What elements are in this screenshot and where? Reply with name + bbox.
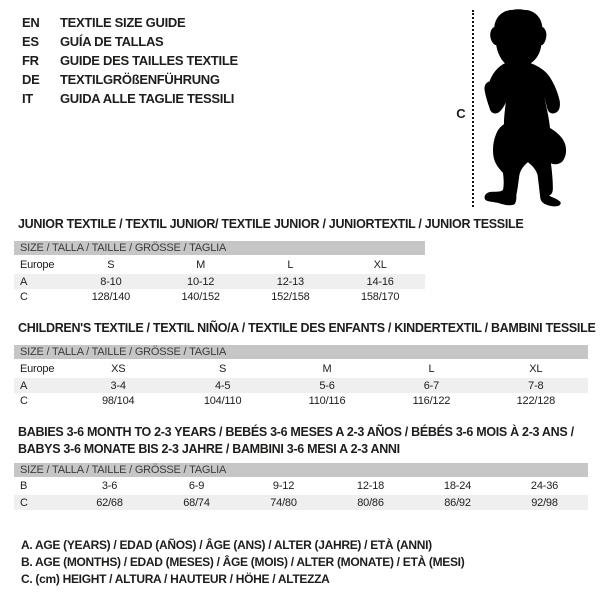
size-cell: 18-24 [443,480,472,492]
row-label: C [20,496,28,509]
size-cell: 6-9 [188,480,205,492]
size-cell: 92/98 [531,496,558,509]
lang-code: IT [22,91,33,106]
size-cell: 110/116 [308,395,346,407]
babies-title-line2: BABYS 3-6 MONATE BIS 2-3 JAHRE / BAMBINI 3-6 MESI A 2-3 ANNI [18,442,400,456]
size-cell: 98/104 [101,395,135,407]
children-table-title: CHILDREN'S TEXTILE / TEXTIL NIÑO/A / TEXTILE DES ENFANTS / KINDERTEXTIL / BAMBINI TESSILE [18,321,596,335]
lang-label: TEXTILGRÖßENFÜHRUNG [60,72,220,87]
size-cell: 24-36 [530,480,559,492]
size-header-bar: SIZE / TALLA / TAILLE / GRÖSSE / TAGLIA [14,241,425,255]
size-cell: 152/158 [271,291,310,303]
size-cell: 128/140 [91,291,131,303]
size-cell: S [219,362,227,375]
size-cell: 3-4 [110,379,126,392]
lang-row-es [22,32,238,51]
row-label: Europe [20,258,55,271]
lang-code: EN [22,15,40,30]
table-row-height [14,495,588,510]
size-cell: 140/152 [181,291,220,303]
size-header-bar: SIZE / TALLA / TAILLE / GRÖSSE / TAGLIA [14,463,588,477]
row-label: Europe [20,362,55,375]
lang-label: GUÍA DE TALLAS [60,34,164,49]
size-cell: 86/92 [444,496,471,509]
table-row-height [14,289,425,305]
baby-silhouette-icon [478,8,574,208]
junior-table [14,241,425,305]
table-row-europe [14,359,588,378]
size-cell: 14-16 [366,275,394,288]
size-cell: M [196,258,206,271]
size-cell: M [322,362,332,375]
table-row-europe [14,255,425,274]
size-cell: 68/74 [183,496,210,509]
size-cell: 12-13 [276,275,304,288]
size-cell: 8-10 [100,275,122,288]
size-cell: 3-6 [101,480,118,492]
lang-code: ES [22,34,39,49]
lang-label: GUIDA ALLE TAGLIE TESSILI [60,91,235,106]
note-age-months: B. AGE (MONTHS) / EDAD (MESES) / ÂGE (MOIS) / ALTER (MONATE) / ETÀ (MESI) [21,555,465,569]
size-cell: 116/122 [412,395,451,407]
babies-table-title [18,424,574,458]
row-label: A [20,379,28,392]
babies-table [14,463,588,510]
size-cell: 104/110 [203,395,242,407]
row-label: A [20,275,28,288]
size-cell: 12-18 [356,480,385,492]
size-cell: 4-5 [214,379,231,392]
note-height-cm: C. (cm) HEIGHT / ALTURA / HAUTEUR / HÖHE / ALTEZZA [21,572,330,586]
lang-code: DE [22,72,40,87]
lang-label: GUIDE DES TAILLES TEXTILE [60,53,238,68]
legend-notes [21,537,464,588]
size-cell: 5-6 [319,379,335,392]
size-header-bar: SIZE / TALLA / TAILLE / GRÖSSE / TAGLIA [14,345,588,359]
table-row-age [14,378,588,393]
size-cell: 158/170 [360,291,400,303]
table-row-height [14,393,588,409]
size-cell: XS [111,362,126,375]
lang-label: TEXTILE SIZE GUIDE [60,15,186,30]
table-row-age-months [14,477,588,495]
lang-row-fr [22,51,238,70]
size-cell: 10-12 [187,275,215,288]
lang-code: FR [22,53,39,68]
lang-row-de [22,70,238,89]
size-cell: L [287,258,294,271]
lang-row-it [22,89,238,108]
row-label: C [20,395,28,407]
size-cell: 9-12 [272,480,295,492]
size-cell: 7-8 [528,379,544,392]
height-dotted-line [472,10,474,207]
note-age-years: A. AGE (YEARS) / EDAD (AÑOS) / ÂGE (ANS) / ALTER (JAHRE) / ETÀ (ANNI) [21,538,432,552]
size-cell: 122/128 [516,395,556,407]
children-table [14,345,588,409]
size-cell: 62/68 [96,496,123,509]
table-row-age [14,274,425,289]
babies-title-line1: BABIES 3-6 MONTH TO 2-3 YEARS / BEBÉS 3-6 MESES A 2-3 AÑOS / BÉBÉS 3-6 MOIS À 2-3 ANS / [18,425,574,439]
size-cell: 74/80 [270,496,297,509]
size-cell: S [107,258,115,271]
size-cell: L [428,362,435,375]
size-cell: 80/86 [357,496,384,509]
junior-table-title: JUNIOR TEXTILE / TEXTIL JUNIOR/ TEXTILE JUNIOR / JUNIORTEXTIL / JUNIOR TESSILE [18,217,524,231]
size-cell: XL [529,362,543,375]
lang-row-en [22,13,238,32]
row-label: B [20,480,28,492]
height-label-c: C [456,106,466,121]
size-cell: 6-7 [423,379,440,392]
language-title-list [22,13,238,108]
size-cell: XL [373,258,387,271]
row-label: C [20,291,28,303]
